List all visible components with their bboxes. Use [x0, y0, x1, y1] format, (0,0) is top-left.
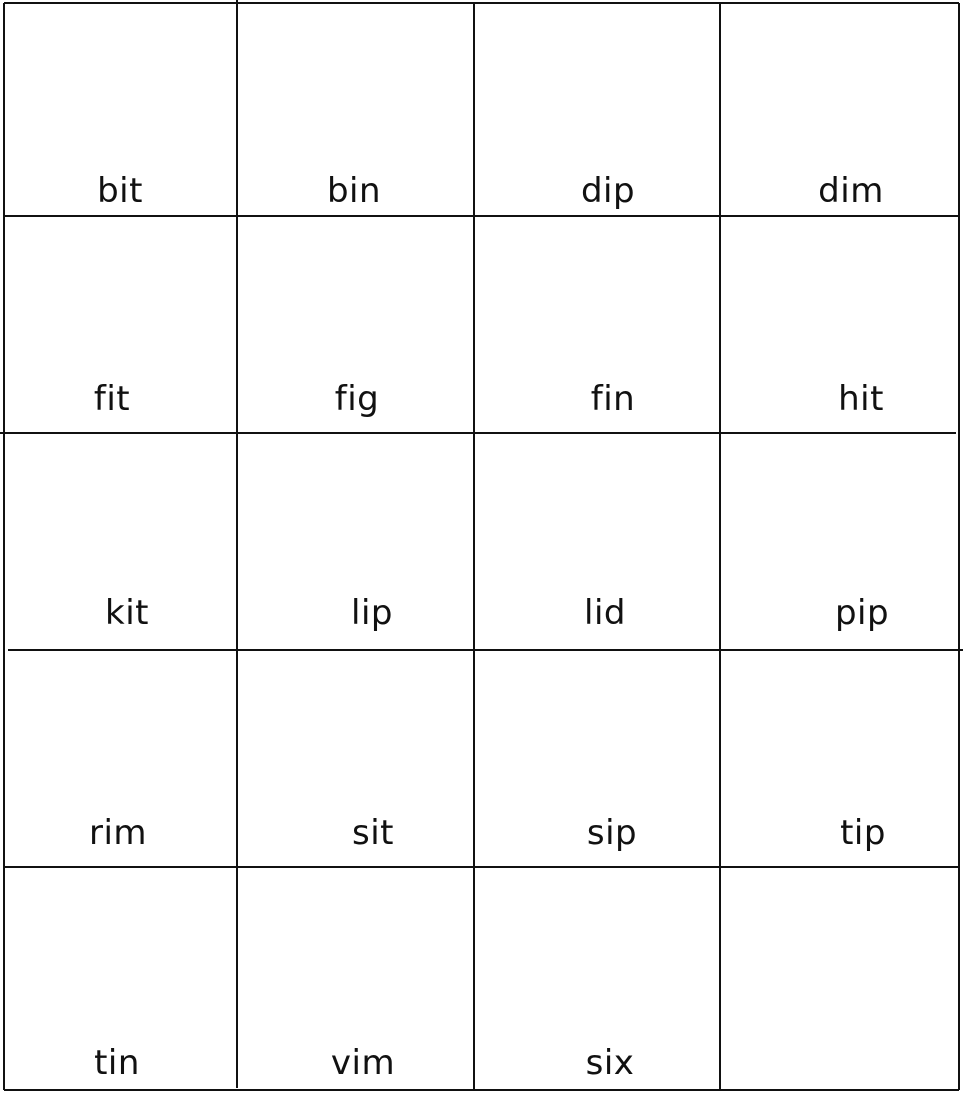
word-card-bit: bit [97, 171, 143, 211]
word-card-dip: dip [580, 171, 636, 211]
word-card-sip: sip [586, 813, 638, 853]
word-card-pip: pip [834, 593, 890, 633]
word-card-vim: vim [330, 1043, 396, 1083]
word-card-six: six [585, 1043, 635, 1083]
word-card-tip: tip [840, 813, 886, 853]
word-card-hit: hit [838, 379, 884, 419]
word-card-bin: bin [326, 171, 382, 211]
word-card-lip: lip [351, 593, 393, 633]
word-card-sit: sit [352, 813, 394, 853]
word-card-lid: lid [584, 593, 626, 633]
word-card-rim: rim [88, 813, 148, 853]
word-card-dim: dim [818, 171, 884, 211]
word-card-fin: fin [590, 379, 636, 419]
word-card-fig: fig [334, 379, 380, 419]
word-card-tin: tin [94, 1043, 140, 1083]
word-card-kit: kit [105, 593, 149, 633]
word-card-fit: fit [93, 379, 131, 419]
